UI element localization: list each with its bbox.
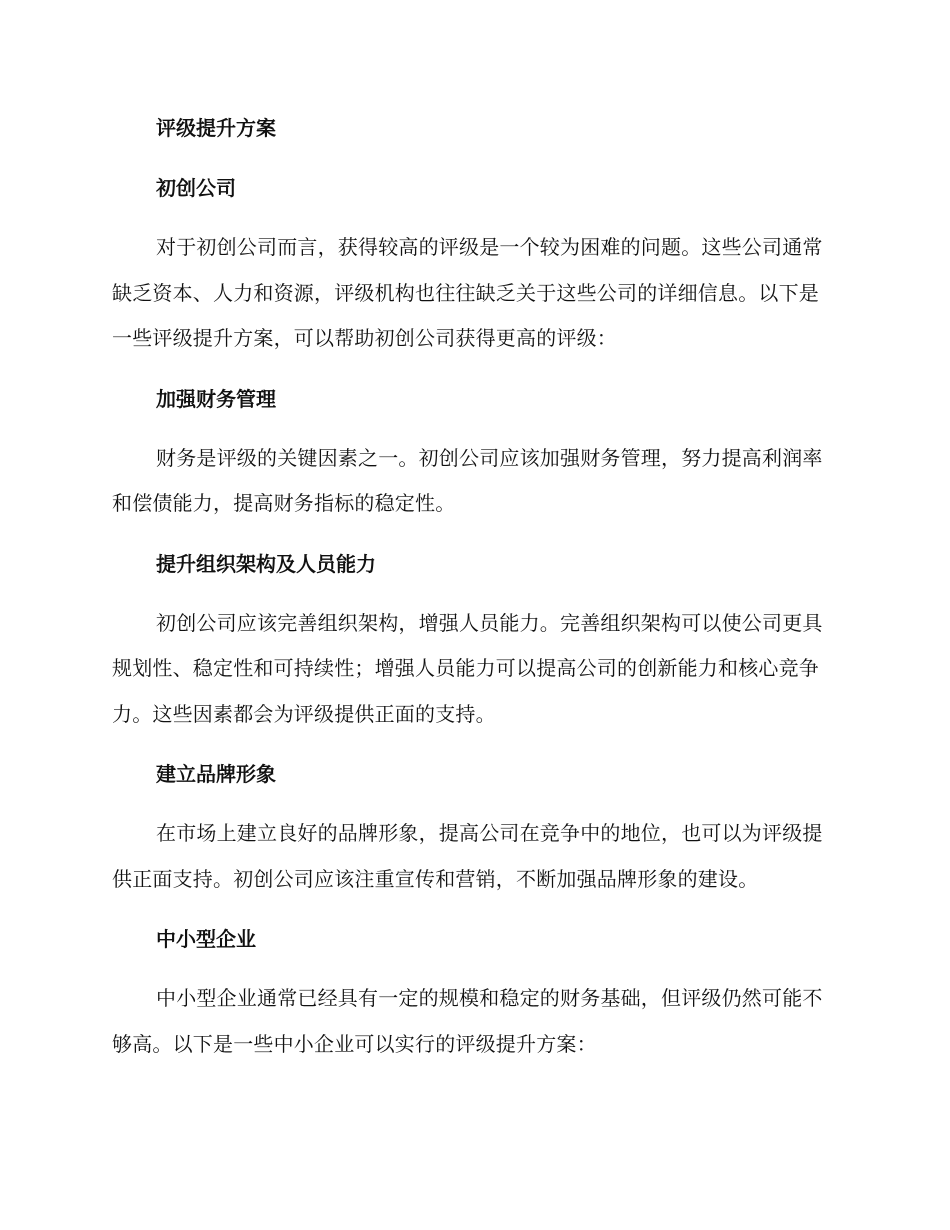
paragraph-financial-management: 财务是评级的关键因素之一。初创公司应该加强财务管理，努力提高利润率和偿债能力，提高财务指标的稳定性。 [112,445,823,515]
document-content [112,105,832,1081]
document-title: 评级提升方案 [156,116,276,140]
section-intro-smes: 中小型企业通常已经具有一定的规模和稳定的财务基础，但评级仍然可能不够高。以下是一些中小企业可以实行的评级提升方案： [112,986,823,1056]
section-heading-startups: 初创公司 [156,176,236,200]
paragraph-organization-structure: 初创公司应该完善组织架构，增强人员能力。完善组织架构可以使公司更具规划性、稳定性和可持续性；增强人员能力可以提高公司的创新能力和核心竞争力。这些因素都会为评级提供正面的支持。 [112,610,823,726]
paragraph-brand-image: 在市场上建立良好的品牌形象，提高公司在竞争中的地位，也可以为评级提供正面支持。初创公司应该注重宣传和营销，不断加强品牌形象的建设。 [112,821,823,891]
section-intro-startups: 对于初创公司而言，获得较高的评级是一个较为困难的问题。这些公司通常缺乏资本、人力和资源，评级机构也往往缺乏关于这些公司的详细信息。以下是一些评级提升方案，可以帮助初创公司获得更高的评级： [112,235,823,350]
subheading-organization-structure: 提升组织架构及人员能力 [156,551,376,576]
section-heading-smes: 中小型企业 [156,927,256,951]
subheading-brand-image: 建立品牌形象 [156,762,276,786]
subheading-financial-management: 加强财务管理 [156,386,276,411]
